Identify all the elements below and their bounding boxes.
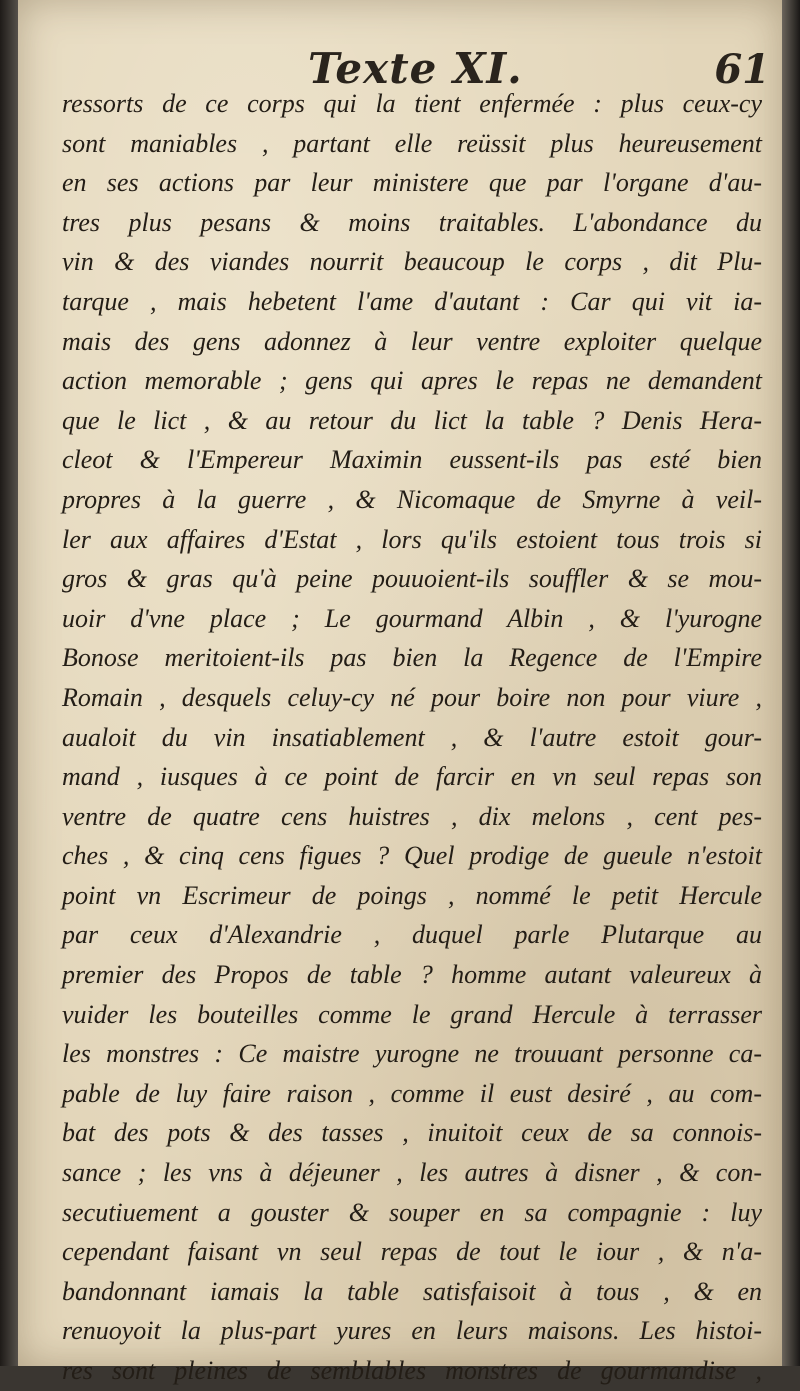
text-line: sont maniables , partant elle reüssit plus heureusement (62, 128, 762, 158)
text-line: cleot & l'Empereur Maximin eussent-ils pas esté bien (62, 445, 762, 475)
book-gutter-shadow (0, 0, 18, 1366)
text-line: vin & des viandes nourrit beaucoup le corps , dit Plu- (62, 247, 762, 277)
text-line: ventre de quatre cens huistres , dix melons , cent pes- (62, 801, 762, 831)
running-title: Texte XI. (308, 44, 523, 93)
text-line: Bonose meritoient-ils pas bien la Regence de l'Empire (62, 643, 762, 673)
text-line: les monstres : Ce maistre yurogne ne trouuant personne ca- (62, 1039, 762, 1069)
body-text (62, 84, 762, 1391)
text-line: pable de luy faire raison , comme il eust desiré , au com- (62, 1078, 762, 1108)
text-line: propres à la guerre , & Nicomaque de Smyrne à veil- (62, 484, 762, 514)
text-line: cependant faisant vn seul repas de tout le iour , & n'a- (62, 1237, 762, 1267)
text-line: secutiuement a gouster & souper en sa compagnie : luy (62, 1197, 762, 1227)
text-line: gros & gras qu'à peine pouuoient-ils souffler & se mou- (62, 564, 762, 594)
text-line: que le lict , & au retour du lict la table ? Denis Hera- (62, 405, 762, 435)
text-line: uoir d'vne place ; Le gourmand Albin , & l'yurogne (62, 603, 762, 633)
text-line: tarque , mais hebetent l'ame d'autant : Car qui vit ia- (62, 286, 762, 316)
text-line: ressorts de ce corps qui la tient enfermée : plus ceux-cy (62, 89, 762, 118)
text-line: ler aux affaires d'Estat , lors qu'ils estoient tous trois si (62, 524, 762, 554)
text-line: bandonnant iamais la table satisfaisoit à tous , & en (62, 1276, 762, 1306)
text-line: bat des pots & des tasses , inuitoit ceux de sa connois- (62, 1118, 762, 1148)
text-line: Romain , desquels celuy-cy né pour boire non pour viure , (62, 682, 762, 712)
text-line: ches , & cinq cens figues ? Quel prodige de gueule n'estoit (62, 841, 762, 871)
book-edge-shadow (782, 0, 800, 1366)
text-line: mais des gens adonnez à leur ventre exploiter quelque (62, 326, 762, 356)
page-number: 61 (714, 46, 770, 93)
text-line: renuoyoit la plus-part yures en leurs maisons. Les histoi- (62, 1316, 762, 1346)
text-line: mand , iusques à ce point de farcir en vn seul repas son (62, 762, 762, 792)
text-line: aualoit du vin insatiablement , & l'autre estoit gour- (62, 722, 762, 752)
text-line: sance ; les vns à déjeuner , les autres à disner , & con- (62, 1158, 762, 1188)
text-line: tres plus pesans & moins traitables. L'abondance du (62, 207, 762, 237)
text-line: res sont pleines de semblables monstres de gourmandise , (62, 1356, 762, 1385)
text-line: premier des Propos de table ? homme autant valeureux à (62, 960, 762, 990)
text-line: en ses actions par leur ministere que par l'organe d'au- (62, 168, 762, 198)
text-line: point vn Escrimeur de poings , nommé le petit Hercule (62, 880, 762, 910)
text-line: vuider les bouteilles comme le grand Hercule à terrasser (62, 999, 762, 1029)
text-line: action memorable ; gens qui apres le repas ne demandent (62, 366, 762, 396)
book-page (18, 0, 782, 1385)
text-line: par ceux d'Alexandrie , duquel parle Plutarque au (62, 920, 762, 950)
